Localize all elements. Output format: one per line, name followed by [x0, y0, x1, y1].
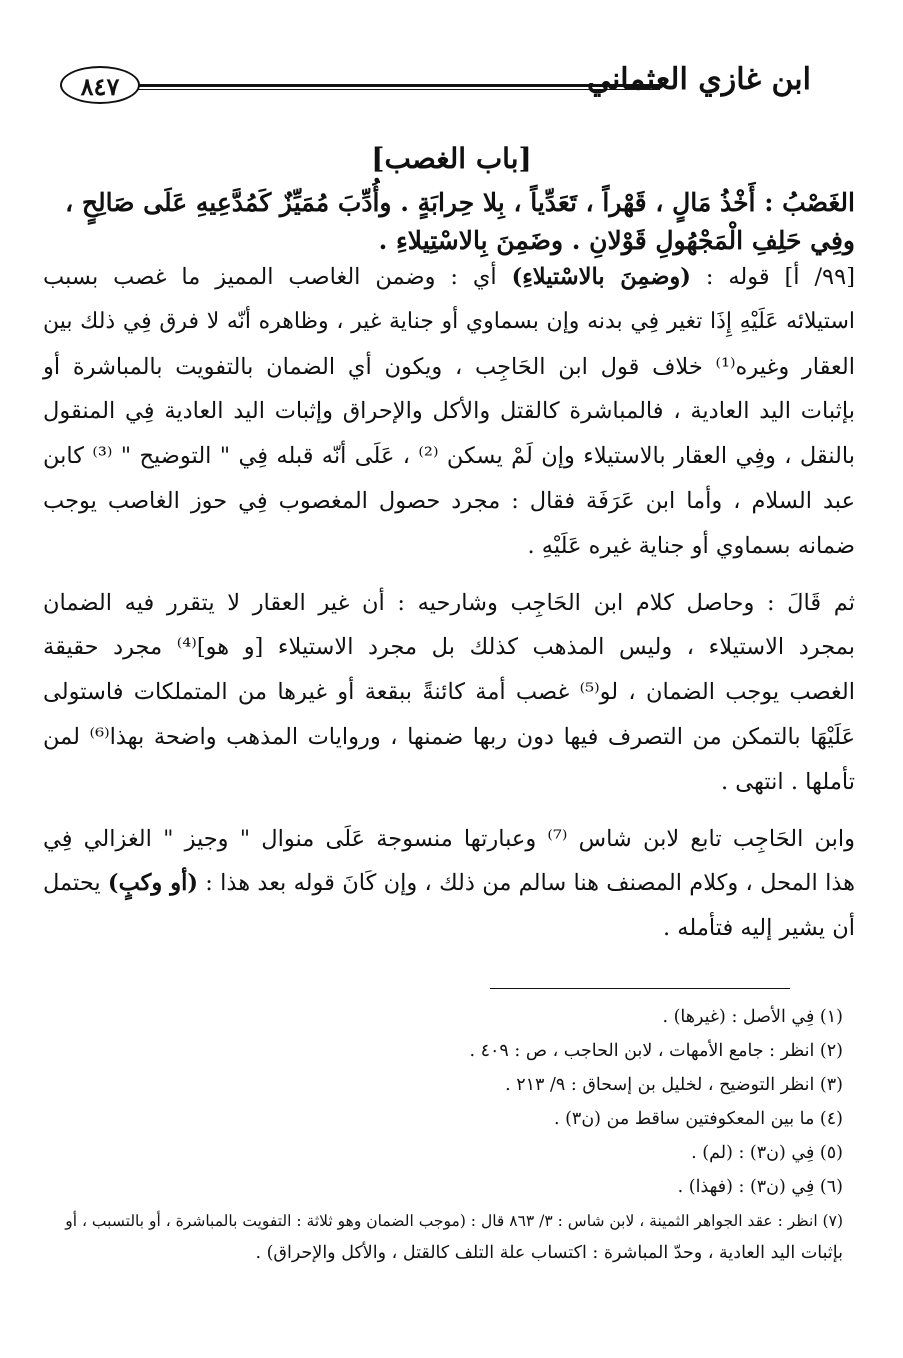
- matn-line: الغَصْبُ : أَخْذُ مَالٍ ، قَهْراً ، تَعَدِّياً ، بِلا حِرابَةٍ . وأُدِّبَ مُمَيِّزٌ كَمُدَّعِيهِ عَلَى صَالِحٍ ،: [65, 188, 855, 217]
- footnote-separator: [490, 988, 790, 989]
- footnotes: [43, 1000, 843, 1268]
- body-line: عَلَيْهَا بالتمكن من التصرف فيها دون ربها ضمنها ، وروايات المذهب واضحة بهذا⁽⁶⁾ لمن: [43, 723, 856, 750]
- body-line: وابن الحَاجِب تابع لابن شاس ⁽⁷⁾ وعبارتها منسوجة عَلَى منوال " وجيز " الغزالي فِي: [43, 825, 855, 852]
- body-line: ضمانه بسماوي أو جناية غيره عَلَيْهِ .: [527, 532, 855, 559]
- commentary-body: [43, 255, 855, 951]
- footnote-7-continued: بإثبات اليد العادية ، وحدّ المباشرة : اكتساب علة التلف كالقتل ، والأكل والإحراق) .: [255, 1243, 843, 1263]
- footnote-1: (١) فِي الأصل : (غيرها) .: [662, 1007, 843, 1027]
- body-line-text: هذا المحل ، وكلام المصنف هنا سالم من ذلك ، وإن كَانَ قوله بعد هذا :: [205, 870, 855, 897]
- quoted-matn-term: (وضمِنَ بالاسْتيلاءِ): [511, 264, 691, 290]
- footnote-2: (٢) انظر : جامع الأمهات ، لابن الحاجب ، ص : ٤٠٩ .: [469, 1041, 843, 1061]
- body-line: الغصب يوجب الضمان ، لو⁽⁵⁾ غصب أمة كائنةً ببقعة أو غيرها من المتملكات فاستولى: [43, 679, 855, 706]
- running-header-author: ابن غازي العثماني: [586, 62, 811, 97]
- body-line-composite: [43, 861, 855, 906]
- body-line-tail: يحتمل: [43, 870, 101, 897]
- matn-line: وفِي حَلِفِ الْمَجْهُولِ قَوْلانِ . وضَمِنَ بِالاسْتِيلاءِ .: [378, 226, 855, 255]
- body-line: بمجرد الاستيلاء ، وليس المذهب كذلك بل مجرد الاستيلاء [و هو]⁽⁴⁾ مجرد حقيقة: [43, 634, 855, 661]
- header-rule: [138, 84, 660, 90]
- footnote-6: (٦) فِي (ن٣) : (فهذا) .: [677, 1177, 843, 1197]
- body-line: استيلائه عَلَيْهِ إِذَا تغير فِي بدنه وإن بسماوي أو جناية غير ، وظاهره أنّه لا فرق فِي ذلك بين: [43, 308, 855, 334]
- footnote-5: (٥) فِي (ن٣) : (لم) .: [691, 1143, 843, 1163]
- matn-text: [45, 184, 855, 260]
- footnote-7: (٧) انظر : عقد الجواهر الثمينة ، لابن شاس : ٣/ ٨٦٣ قال : (موجب الضمان وهو ثلاثة : التفويت بالمباشرة ، أو بالتسبب ، أو: [65, 1212, 843, 1230]
- body-line: بالنقل ، وفِي العقار بالاستيلاء وإن لَمْ يسكن ⁽²⁾ ، عَلَى أنّه قبله فِي " التوضيح " ⁽³⁾ كابن: [43, 443, 856, 470]
- body-line: تأملها . انتهى .: [720, 768, 855, 795]
- body-line: عبد السلام ، وأما ابن عَرَفَة فقال : مجرد حصول المغصوب فِي حوز الغاصب يوجب: [43, 487, 855, 514]
- paragraph-gap: [43, 569, 855, 581]
- footnote-3: (٣) انظر التوضيح ، لخليل بن إسحاق : ٩/ ٢١٣ .: [505, 1075, 843, 1095]
- quoted-matn-term: (أو وكبٍ): [107, 870, 198, 897]
- body-line: أن يشير إليه فتأمله .: [663, 915, 855, 942]
- footnote-4: (٤) ما بين المعكوفتين ساقط من (ن٣) .: [553, 1109, 843, 1129]
- paragraph-gap: [43, 805, 855, 817]
- body-line: العقار وغيره⁽¹⁾ خلاف قول ابن الحَاجِب ، ويكون أي الضمان بالتفويت بالمباشرة أو: [43, 353, 855, 380]
- page-number: ٨٤٧: [60, 66, 140, 104]
- chapter-title: [باب الغصب]: [371, 142, 532, 175]
- body-line: [٩٩/ أ] قوله : (وضمِنَ بالاسْتيلاءِ) أي : وضمن الغاصب المميز ما غصب بسبب: [43, 264, 855, 290]
- body-line: بإثبات اليد العادية ، فالمباشرة كالقتل والأكل والإحراق وإثبات اليد العادية فِي المنقول: [43, 398, 855, 425]
- body-line: ثم قَالَ : وحاصل كلام ابن الحَاجِب وشارحيه : أن غير العقار لا يتقرر فيه الضمان: [43, 589, 855, 616]
